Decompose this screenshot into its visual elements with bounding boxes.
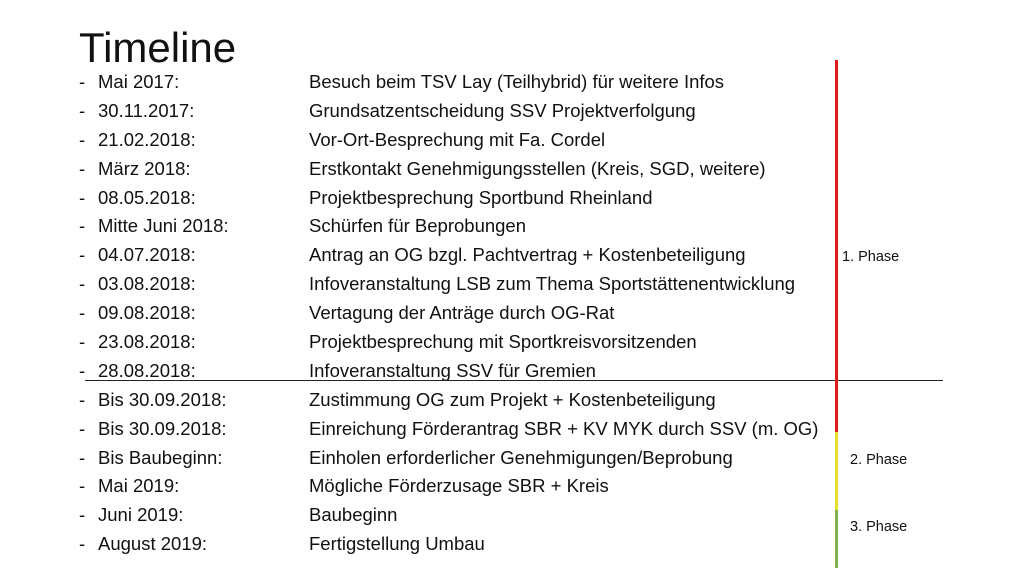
timeline-item	[79, 328, 839, 357]
bullet-dash: -	[79, 388, 86, 410]
bullet-dash: -	[79, 302, 86, 324]
bullet-dash: -	[79, 128, 86, 150]
timeline-item	[79, 126, 839, 155]
item-description: Einreichung Förderantrag SBR + KV MYK durch SSV (m. OG)	[309, 417, 819, 439]
slide-title: Timeline	[79, 24, 237, 71]
item-date: Bis 30.09.2018:	[98, 417, 227, 439]
bullet-dash: -	[79, 71, 86, 92]
bullet-dash: -	[79, 475, 86, 497]
timeline-item	[79, 68, 839, 97]
item-description: Einholen erforderlicher Genehmigungen/Beprobung	[309, 446, 733, 468]
timeline-item	[79, 472, 839, 501]
timeline-item	[79, 386, 839, 415]
item-date: Juni 2019:	[98, 504, 184, 526]
item-description: Projektbesprechung mit Sportkreisvorsitzenden	[309, 331, 697, 353]
timeline-item	[79, 444, 839, 473]
phase-divider-line	[85, 380, 943, 381]
bullet-dash: -	[79, 157, 86, 179]
timeline-item	[79, 155, 839, 184]
item-date: 28.08.2018:	[98, 359, 196, 381]
item-date: 30.11.2017:	[98, 99, 195, 121]
bullet-dash: -	[79, 186, 86, 208]
bullet-dash: -	[79, 417, 86, 439]
phase-3-label: 3. Phase	[850, 519, 908, 535]
phase-2-bar	[835, 432, 838, 510]
bullet-dash: -	[79, 244, 86, 266]
timeline-item	[79, 241, 839, 270]
item-date: Mai 2017:	[98, 71, 180, 92]
timeline-item	[79, 184, 839, 213]
item-description: Vor-Ort-Besprechung mit Fa. Cordel	[309, 128, 606, 150]
item-description: Besuch beim TSV Lay (Teilhybrid) für weitere Infos	[309, 71, 725, 92]
item-description: Antrag an OG bzgl. Pachtvertrag + Kostenbeteiligung	[309, 244, 746, 266]
timeline-item	[79, 357, 839, 386]
item-date: März 2018:	[98, 157, 191, 179]
item-date: 23.08.2018:	[98, 331, 196, 353]
item-description: Erstkontakt Genehmigungsstellen (Kreis, SGD, weitere)	[309, 157, 766, 179]
bullet-dash: -	[79, 99, 86, 121]
item-description: Fertigstellung Umbau	[309, 533, 485, 555]
item-description: Grundsatzentscheidung SSV Projektverfolgung	[309, 99, 696, 121]
timeline-item	[79, 415, 839, 444]
item-date: 08.05.2018:	[98, 186, 196, 208]
phase-1-label: 1. Phase	[842, 249, 900, 265]
bullet-dash: -	[79, 331, 86, 353]
item-date: Mai 2019:	[98, 475, 180, 497]
phase-1-bar	[835, 60, 838, 432]
bullet-dash: -	[79, 359, 86, 381]
item-description: Infoveranstaltung SSV für Gremien	[309, 359, 596, 381]
timeline-item	[79, 212, 839, 241]
item-description: Schürfen für Beprobungen	[309, 215, 527, 237]
timeline-item	[79, 299, 839, 328]
item-date: 09.08.2018:	[98, 302, 196, 324]
item-date: 04.07.2018:	[98, 244, 196, 266]
item-description: Vertagung der Anträge durch OG-Rat	[309, 302, 615, 324]
timeline-item	[79, 270, 839, 299]
item-description: Projektbesprechung Sportbund Rheinland	[309, 186, 653, 208]
phase-2-label: 2. Phase	[850, 452, 908, 468]
bullet-dash: -	[79, 273, 86, 295]
timeline-list	[79, 68, 839, 559]
item-description: Mögliche Förderzusage SBR + Kreis	[309, 475, 609, 497]
item-date: Bis Baubeginn:	[98, 446, 223, 468]
bullet-dash: -	[79, 446, 86, 468]
item-description: Infoveranstaltung LSB zum Thema Sportstättenentwicklung	[309, 273, 796, 295]
item-date: Mitte Juni 2018:	[98, 215, 229, 237]
timeline-item	[79, 501, 839, 530]
bullet-dash: -	[79, 504, 86, 526]
bullet-dash: -	[79, 533, 86, 555]
item-description: Baubeginn	[309, 504, 398, 526]
timeline-item	[79, 97, 839, 126]
timeline-item	[79, 530, 839, 559]
item-date: Bis 30.09.2018:	[98, 388, 227, 410]
item-date: 21.02.2018:	[98, 128, 196, 150]
item-description: Zustimmung OG zum Projekt + Kostenbeteiligung	[309, 388, 716, 410]
phase-3-bar	[835, 510, 838, 568]
item-date: August 2019:	[98, 533, 208, 555]
item-date: 03.08.2018:	[98, 273, 196, 295]
bullet-dash: -	[79, 215, 86, 237]
